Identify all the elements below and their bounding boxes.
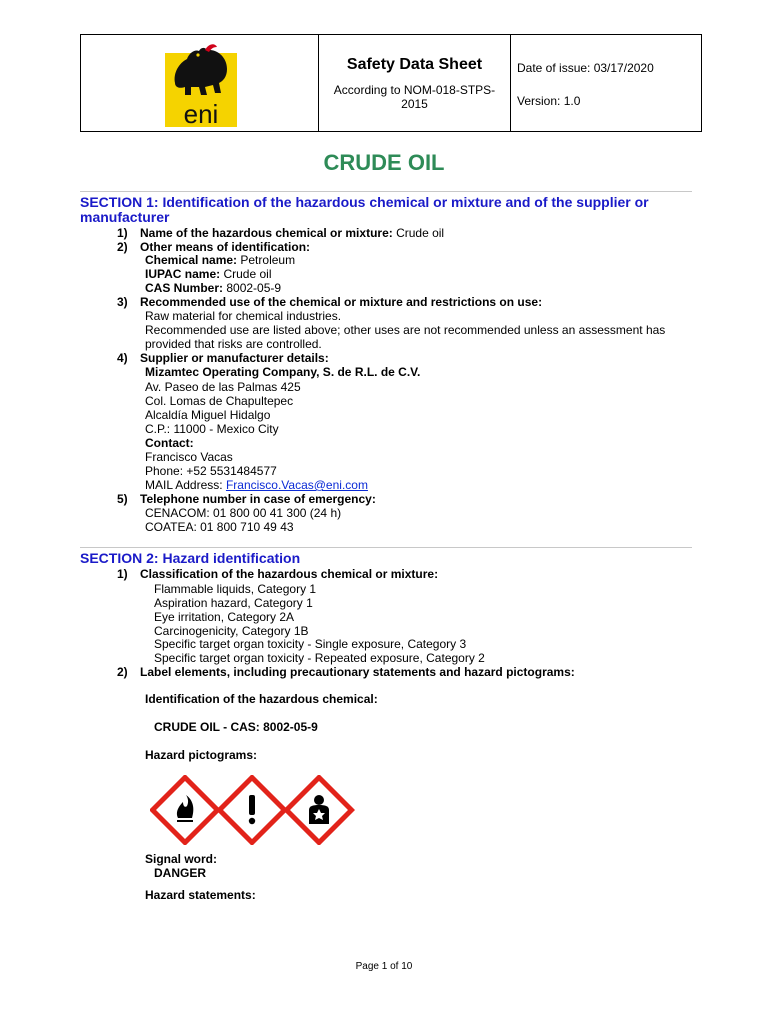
value: Crude oil (220, 267, 272, 281)
cas-number (145, 281, 281, 295)
subtitle-line: 2015 (401, 97, 428, 111)
value: 8002-05-9 (223, 281, 282, 295)
classification-item: Flammable liquids, Category 1 (154, 582, 317, 596)
label: IUPAC name: (145, 267, 221, 281)
version: Version: 1.0 (517, 94, 581, 108)
contact-name: Francisco Vacas (145, 450, 233, 464)
exclamation-pictogram (219, 777, 284, 842)
label: CAS Number: (145, 281, 224, 295)
section1-heading (80, 195, 690, 225)
emergency-number: CENACOM: 01 800 00 41 300 (24 h) (145, 506, 342, 520)
label: Name of the hazardous chemical or mixture: (140, 226, 393, 240)
signal-word-value: DANGER (154, 866, 207, 880)
logo-cell (81, 35, 319, 131)
s1-item1 (140, 226, 444, 240)
divider (80, 547, 692, 548)
label: Chemical name: (145, 253, 238, 267)
logo-text: eni (183, 99, 219, 127)
mail-label: MAIL Address: (145, 478, 226, 492)
item-number: 4) (117, 351, 128, 365)
classification-item: Carcinogenicity, Category 1B (154, 624, 309, 638)
use-text: provided that risks are controlled. (145, 337, 322, 351)
title-cell (319, 35, 511, 131)
classification-item: Eye irritation, Category 2A (154, 610, 295, 624)
eni-logo (165, 41, 237, 127)
item-number: 2) (117, 665, 128, 679)
address-line: Av. Paseo de las Palmas 425 (145, 380, 301, 394)
divider (80, 191, 692, 192)
s1-item4: Supplier or manufacturer details: (140, 351, 329, 365)
emergency-number: COATEA: 01 800 710 49 43 (145, 520, 294, 534)
document-title: CRUDE OIL (323, 150, 445, 175)
sds-subtitle (319, 83, 510, 111)
page-footer: Page 1 of 10 (355, 961, 413, 972)
s1-item2: Other means of identification: (140, 240, 311, 254)
address-line: Col. Lomas de Chapultepec (145, 394, 294, 408)
heading-line: manufacturer (80, 209, 170, 225)
s2-item2: Label elements, including precautionary statements and hazard pictograms: (140, 665, 575, 679)
s1-item5: Telephone number in case of emergency: (140, 492, 376, 506)
item-number: 5) (117, 492, 128, 506)
contact-mail (145, 478, 368, 492)
meta-cell (511, 35, 701, 131)
header-box (80, 34, 702, 132)
chemical-name (145, 253, 295, 267)
identification-value: CRUDE OIL - CAS: 8002-05-9 (154, 720, 318, 734)
iupac-name (145, 267, 271, 281)
classification-item: Specific target organ toxicity - Repeated exposure, Category 2 (154, 651, 485, 665)
identification-label: Identification of the hazardous chemical: (145, 692, 378, 706)
section2-heading: SECTION 2: Hazard identification (80, 550, 301, 566)
flame-pictogram (152, 777, 217, 842)
use-text: Raw material for chemical industries. (145, 309, 342, 323)
contact-label: Contact: (145, 436, 194, 450)
use-text: Recommended use are listed above; other uses are not recommended unless an assessment has (145, 323, 666, 337)
mail-link[interactable]: Francisco.Vacas@eni.com (225, 478, 368, 492)
pictograms-label: Hazard pictograms: (145, 748, 258, 762)
item-number: 1) (117, 567, 128, 581)
address-line: Alcaldía Miguel Hidalgo (145, 408, 271, 422)
address-line: C.P.: 11000 - Mexico City (145, 422, 279, 436)
classification-item: Aspiration hazard, Category 1 (154, 596, 313, 610)
contact-phone: Phone: +52 5531484577 (145, 464, 277, 478)
signal-word-label: Signal word: (145, 852, 217, 866)
item-number: 3) (117, 295, 128, 309)
item-number: 1) (117, 226, 128, 240)
s2-item1: Classification of the hazardous chemical or mixture: (140, 567, 439, 581)
health-hazard-pictogram (286, 777, 351, 842)
value: Crude oil (392, 226, 445, 240)
heading-line: SECTION 1: Identification of the hazardous chemical or mixture and of the supplier or (80, 194, 649, 210)
sds-title: Safety Data Sheet (346, 56, 483, 73)
value: Petroleum (237, 253, 296, 267)
s1-item3: Recommended use of the chemical or mixture and restrictions on use: (140, 295, 543, 309)
hazard-statements-label: Hazard statements: (145, 888, 256, 902)
subtitle-line: According to NOM-018-STPS- (333, 83, 496, 97)
company-name: Mizamtec Operating Company, S. de R.L. de C.V. (145, 365, 421, 379)
item-number: 2) (117, 240, 128, 254)
classification-item: Specific target organ toxicity - Single exposure, Category 3 (154, 637, 467, 651)
hazard-pictograms (150, 775, 355, 845)
date-of-issue: Date of issue: 03/17/2020 (517, 61, 654, 75)
